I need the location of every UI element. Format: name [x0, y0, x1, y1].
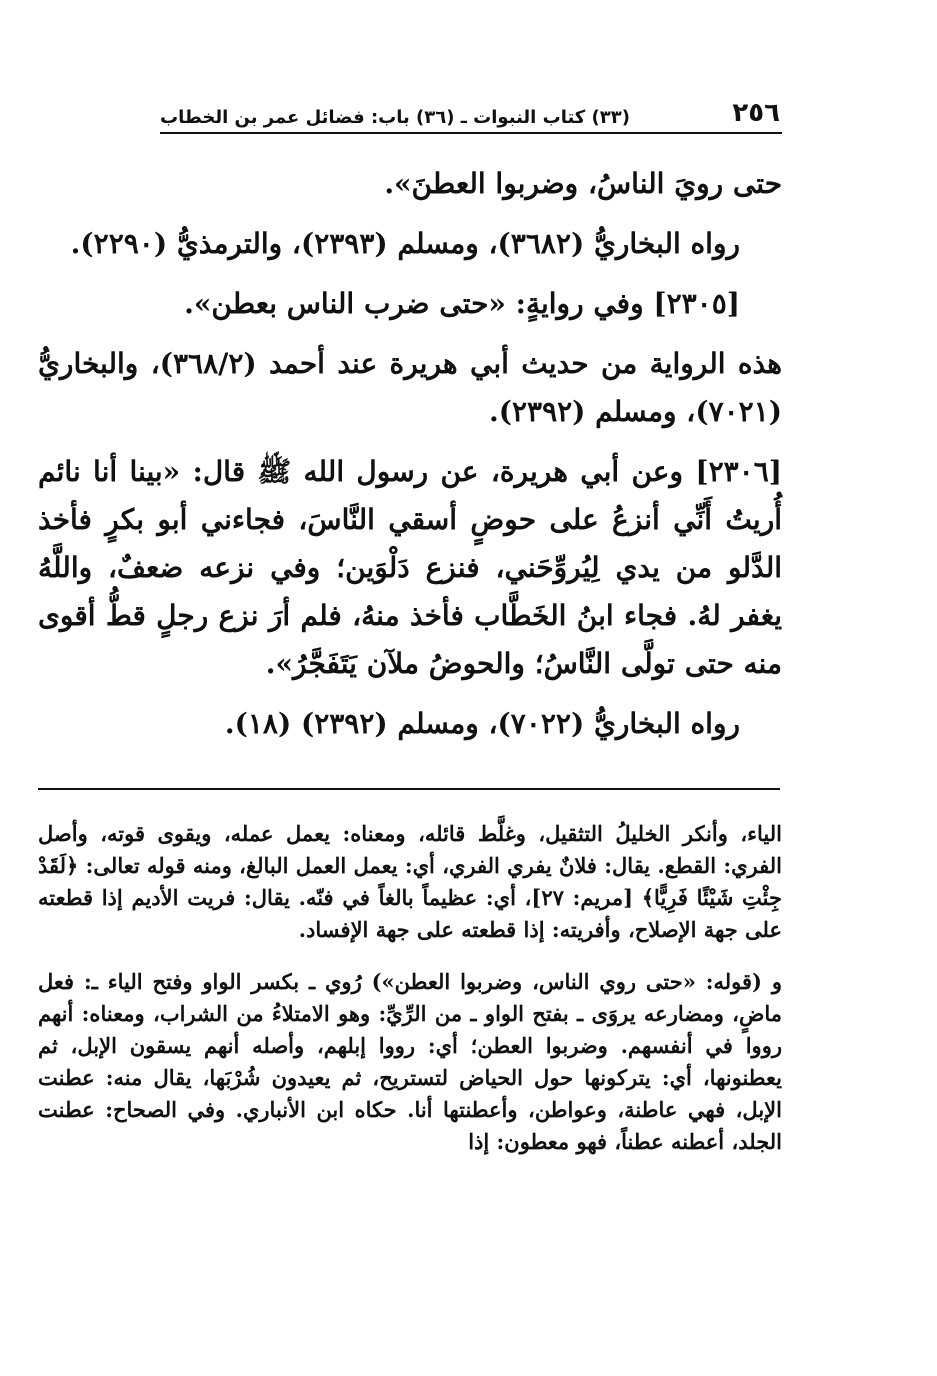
- paragraph: حتى رويَ الناسُ، وضربوا العطنَ».: [384, 167, 782, 200]
- citation: رواه البخاريُّ (٣٦٨٢)، ومسلم (٢٣٩٣)، والترمذيُّ (٢٢٩٠).: [70, 227, 740, 260]
- footnotes: [38, 818, 782, 1158]
- footnote-divider: [38, 788, 780, 790]
- main-text: [38, 160, 782, 748]
- commentary-paragraph: هذه الرواية من حديث أبي هريرة عند أحمد (٣٦٨/٢)، والبخاريُّ (٧٠٢١)، ومسلم (٢٣٩٢).: [38, 347, 783, 428]
- running-title: (٣٣) كتاب النبوات ـ (٣٦) باب: فضائل عمر بن الخطاب: [160, 107, 630, 128]
- hadith-2306: [٢٣٠٦] وعن أبي هريرة، عن رسول الله ﷺ قال: «بينا أنا نائم أُريتُ أَنِّي أنزعُ على حوضٍ أسقي النَّاسَ، فجاءني أبو بكرٍ فأخذ الدَّلو من يدي لِيُروِّحَني، فنزع دَلْوَين؛ وفي نزعه ضعفٌ، واللَّهُ يغفر لهُ. فجاء ابنُ الخَطَّاب فأخذ منهُ، فلم أرَ نزع رجلٍ قطُّ أقوى منه حتى تولَّى النَّاسُ؛ والحوضُ ملآن يَتَفَجَّرُ».: [38, 455, 782, 680]
- page-number: ٢٥٦: [732, 98, 780, 128]
- header-divider: [160, 132, 782, 134]
- footnote-paragraph: الياء، وأنكر الخليلُ التثقيل، وغلَّط قائله، ومعناه: يعمل عمله، ويقوى قوته، وأصل الفري: القطع. يقال: فلانٌ يفري الفري، أي: يعمل العمل البالغ، ومنه قوله تعالى: ﴿لَقَدْ جِئْتِ شَيْئًا فَرِيًّا﴾ [مريم: ٢٧]، أي: عظيماً بالغاً في فنّه. يقال: فريت الأديم إذا قطعته على جهة الإصلاح، وأفريته: إذا قطعته على جهة الإفساد.: [38, 821, 782, 942]
- page-header: [160, 94, 780, 128]
- footnote-paragraph: و (قوله: «حتى روي الناس، وضربوا العطن») رُوي ـ بكسر الواو وفتح الياء ـ: فعل ماضٍ، ومضارعه يروَى ـ بفتح الواو ـ من الرِّيِّ: وهو الامتلاءُ من الشراب، ومعناه: أنهم رووا في أنفسهم. وضربوا العطن؛ أي: رووا إبلهم، وأصله أنهم يسقون الإبل، ثم يعطنونها، أي: يتركونها حول الحياض لتستريح، ثم يعيدون شُرْبَها، يقال منه: عطنت الإبل، فهي عاطنة، وعواطن، وأعطنتها أنا. حكاه ابن الأنباري. وفي الصحاح: عطنت الجلد، أعطنه عطناً، فهو معطون: إذا: [38, 969, 782, 1154]
- citation: رواه البخاريُّ (٧٠٢٢)، ومسلم (٢٣٩٢) (١٨).: [224, 707, 740, 740]
- hadith-2305: [٢٣٠٥] وفي روايةٍ: «حتى ضرب الناس بعطن».: [184, 287, 740, 320]
